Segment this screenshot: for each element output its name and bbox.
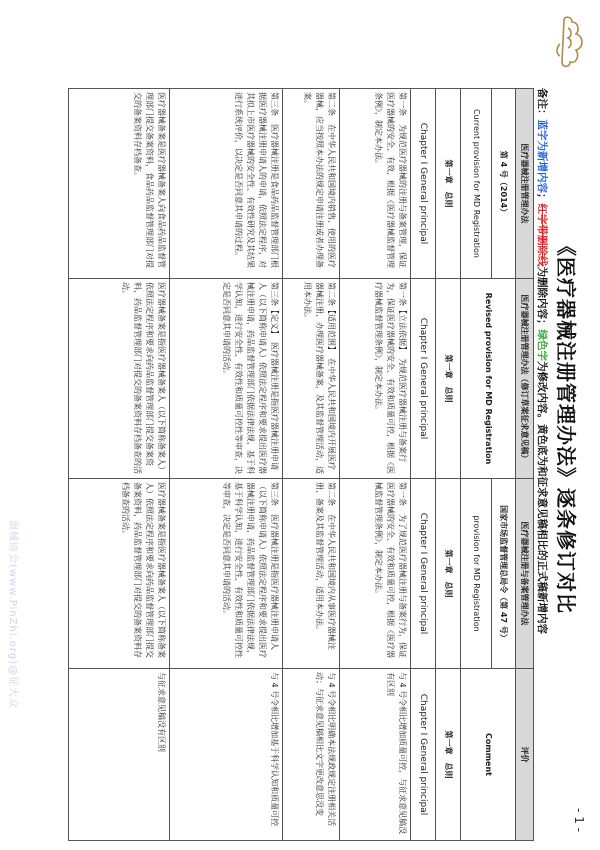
cell-draft: 第三条【定义】 医疗器械注册是指医疗器械注册申请人（以下简称申请人）依照法定程序和要求提出医疗器械注册申请，药品监督管理部门依据法律法规，基于科学认知，进行安全性、有效性和质量可控性等审查，决定是否同意其申请的活动。 [170,279,283,479]
cell-draft: 医疗器械备案是指医疗器械备案人（以下简称备案人）依照法定程序和要求向药品监督管理部门提交备案资料，药品监督管理部门对提交的备案资料存档备查的活动。 [69,279,170,479]
cell-draft: 第一条【立法依据】 为规范医疗器械注册与备案行为，保证医疗器械的安全、有效和质量可控，根据《医疗器械监督管理条例》，制定本办法。 [340,279,411,479]
document-title: 《医疗器械注册管理办法》逐条修订对比 [554,236,578,614]
cell-comment: 与 4 号令相比明确本法规政规定注册相关活动；与征求意见稿相比文字更改意思没变 [283,669,340,841]
chapter-en-3: Chapter Ⅰ General principal [411,479,436,669]
cell-comment: 与征求意见稿没有区别 [69,669,170,841]
col3-title: 医疗器械注册与备案管理办法 [516,479,534,669]
chapter-cn-4: 第一章 总则 [436,669,461,841]
cell-final: 医疗器械备案是指医疗器械备案人（以下简称备案人）依照法定程序和要求向药品监督管理部门提交备案资料，药品监督管理部门对提交的备案资料存档备查的活动。 [69,479,170,669]
col2-en: Revised provision for MD Registration [461,279,516,479]
cell-final: 第二条 在中华人民共和国境内从事医疗器械注册、备案及其监督管理活动，适用本办法。 [283,479,340,669]
cell-final: 第三条 医疗器械注册是指医疗器械注册申请人（以下简称申请人）依照法定程序和要求提出医疗器械注册申请，药品监督管理部门依据法律法规，基于科学认知，进行安全性、有效性和质量可控性等审查，决定是否同意其申请的活动。 [170,479,283,669]
cell-comment: 与 4 号令相比增加质量可控，与征求意见稿没有区别 [340,669,411,841]
col3-en: provision for MD Registration [461,479,492,669]
cell-current: 医疗器械备案是医疗器械备案人向食品药品监督管理部门提交备案资料，食品药品监督管理部门对提交的备案资料存档备查。 [69,89,170,279]
header-row-title [516,89,534,841]
chapter-cn-2: 第一章 总则 [436,279,461,479]
note-red-suffix: 为删除内容； [536,266,548,330]
cell-final: 第一条 为了规范医疗器械注册与备案行为，保证医疗器械的安全、有效和质量可控，根据《医疗器械监督管理条例》，制定本办法。 [340,479,411,669]
watermark: 器械协会(www.PinZhi.org)@征大众 [7,520,18,710]
col3-sub: 国家市场监督管理总局令（第 47 号） [492,479,516,669]
legend-note [535,88,550,848]
cell-draft: 第二条【适用范围】 在中华人民共和国境内开展医疗器械注册、办理医疗器械备案，及其监督管理活动，适用本办法。 [283,279,340,479]
header-row-sub [492,89,516,841]
table-row [283,89,340,841]
note-yellow: 黄色底为和征求意见稿相比的正式稿新增内容 [536,424,548,634]
note-blue: 蓝字为新增内容 [536,119,548,193]
note-prefix: 备注： [536,88,548,120]
cell-comment: 与 4 号令相比增加基于科学认知和质量可控 [170,669,283,841]
chapter-cn-row [436,89,461,841]
note-green: 绿色字 [536,329,548,361]
col4-title: 评价 [516,669,534,841]
table-row [340,89,411,841]
cell-current: 第一条 为规范医疗器械的注册与备案管理，保证医疗器械的安全、有效，根据《医疗器械监督管理条例》，制定本办法。 [340,89,411,279]
chapter-en-2: Chapter Ⅰ General principal [411,279,436,479]
chapter-en-1: Chapter Ⅰ General principal [411,89,436,279]
comparison-table [68,88,534,841]
note-sep: ； [536,193,548,204]
col1-en: Current provision for MD Registration [461,89,492,279]
note-red: 红字带删除线 [536,203,548,267]
col1-title: 医疗器械注册管理办法 [516,89,534,279]
col4-en: Comment [461,669,516,841]
col1-sub: 第 4 号（2014） [492,89,516,279]
table-row [69,89,170,841]
col2-title: 医疗器械注册管理办法（修订草案征求意见稿） [516,279,534,479]
chapter-en-4: Chapter Ⅰ General principal [411,669,436,841]
table-row [170,89,283,841]
chapter-en-row [411,89,436,841]
chapter-cn-3: 第一章 总则 [436,479,461,669]
cell-current: 第二条 在中华人民共和国境内销售、使用的医疗器械，应当按照本办法的规定申请注册或者办理备案。 [283,89,340,279]
note-green-suffix: 为修改内容。 [536,361,548,424]
chapter-cn-1: 第一章 总则 [436,89,461,279]
cell-current: 第三条 医疗器械注册是食品药品监督管理部门根据医疗器械注册申请人的申请，依照法定程序，对其拟上市医疗器械的安全性、有效性研究及其结果进行系统评价，以决定是否同意其申请的过程。 [170,89,283,279]
page-number: - 1 - [572,808,586,832]
